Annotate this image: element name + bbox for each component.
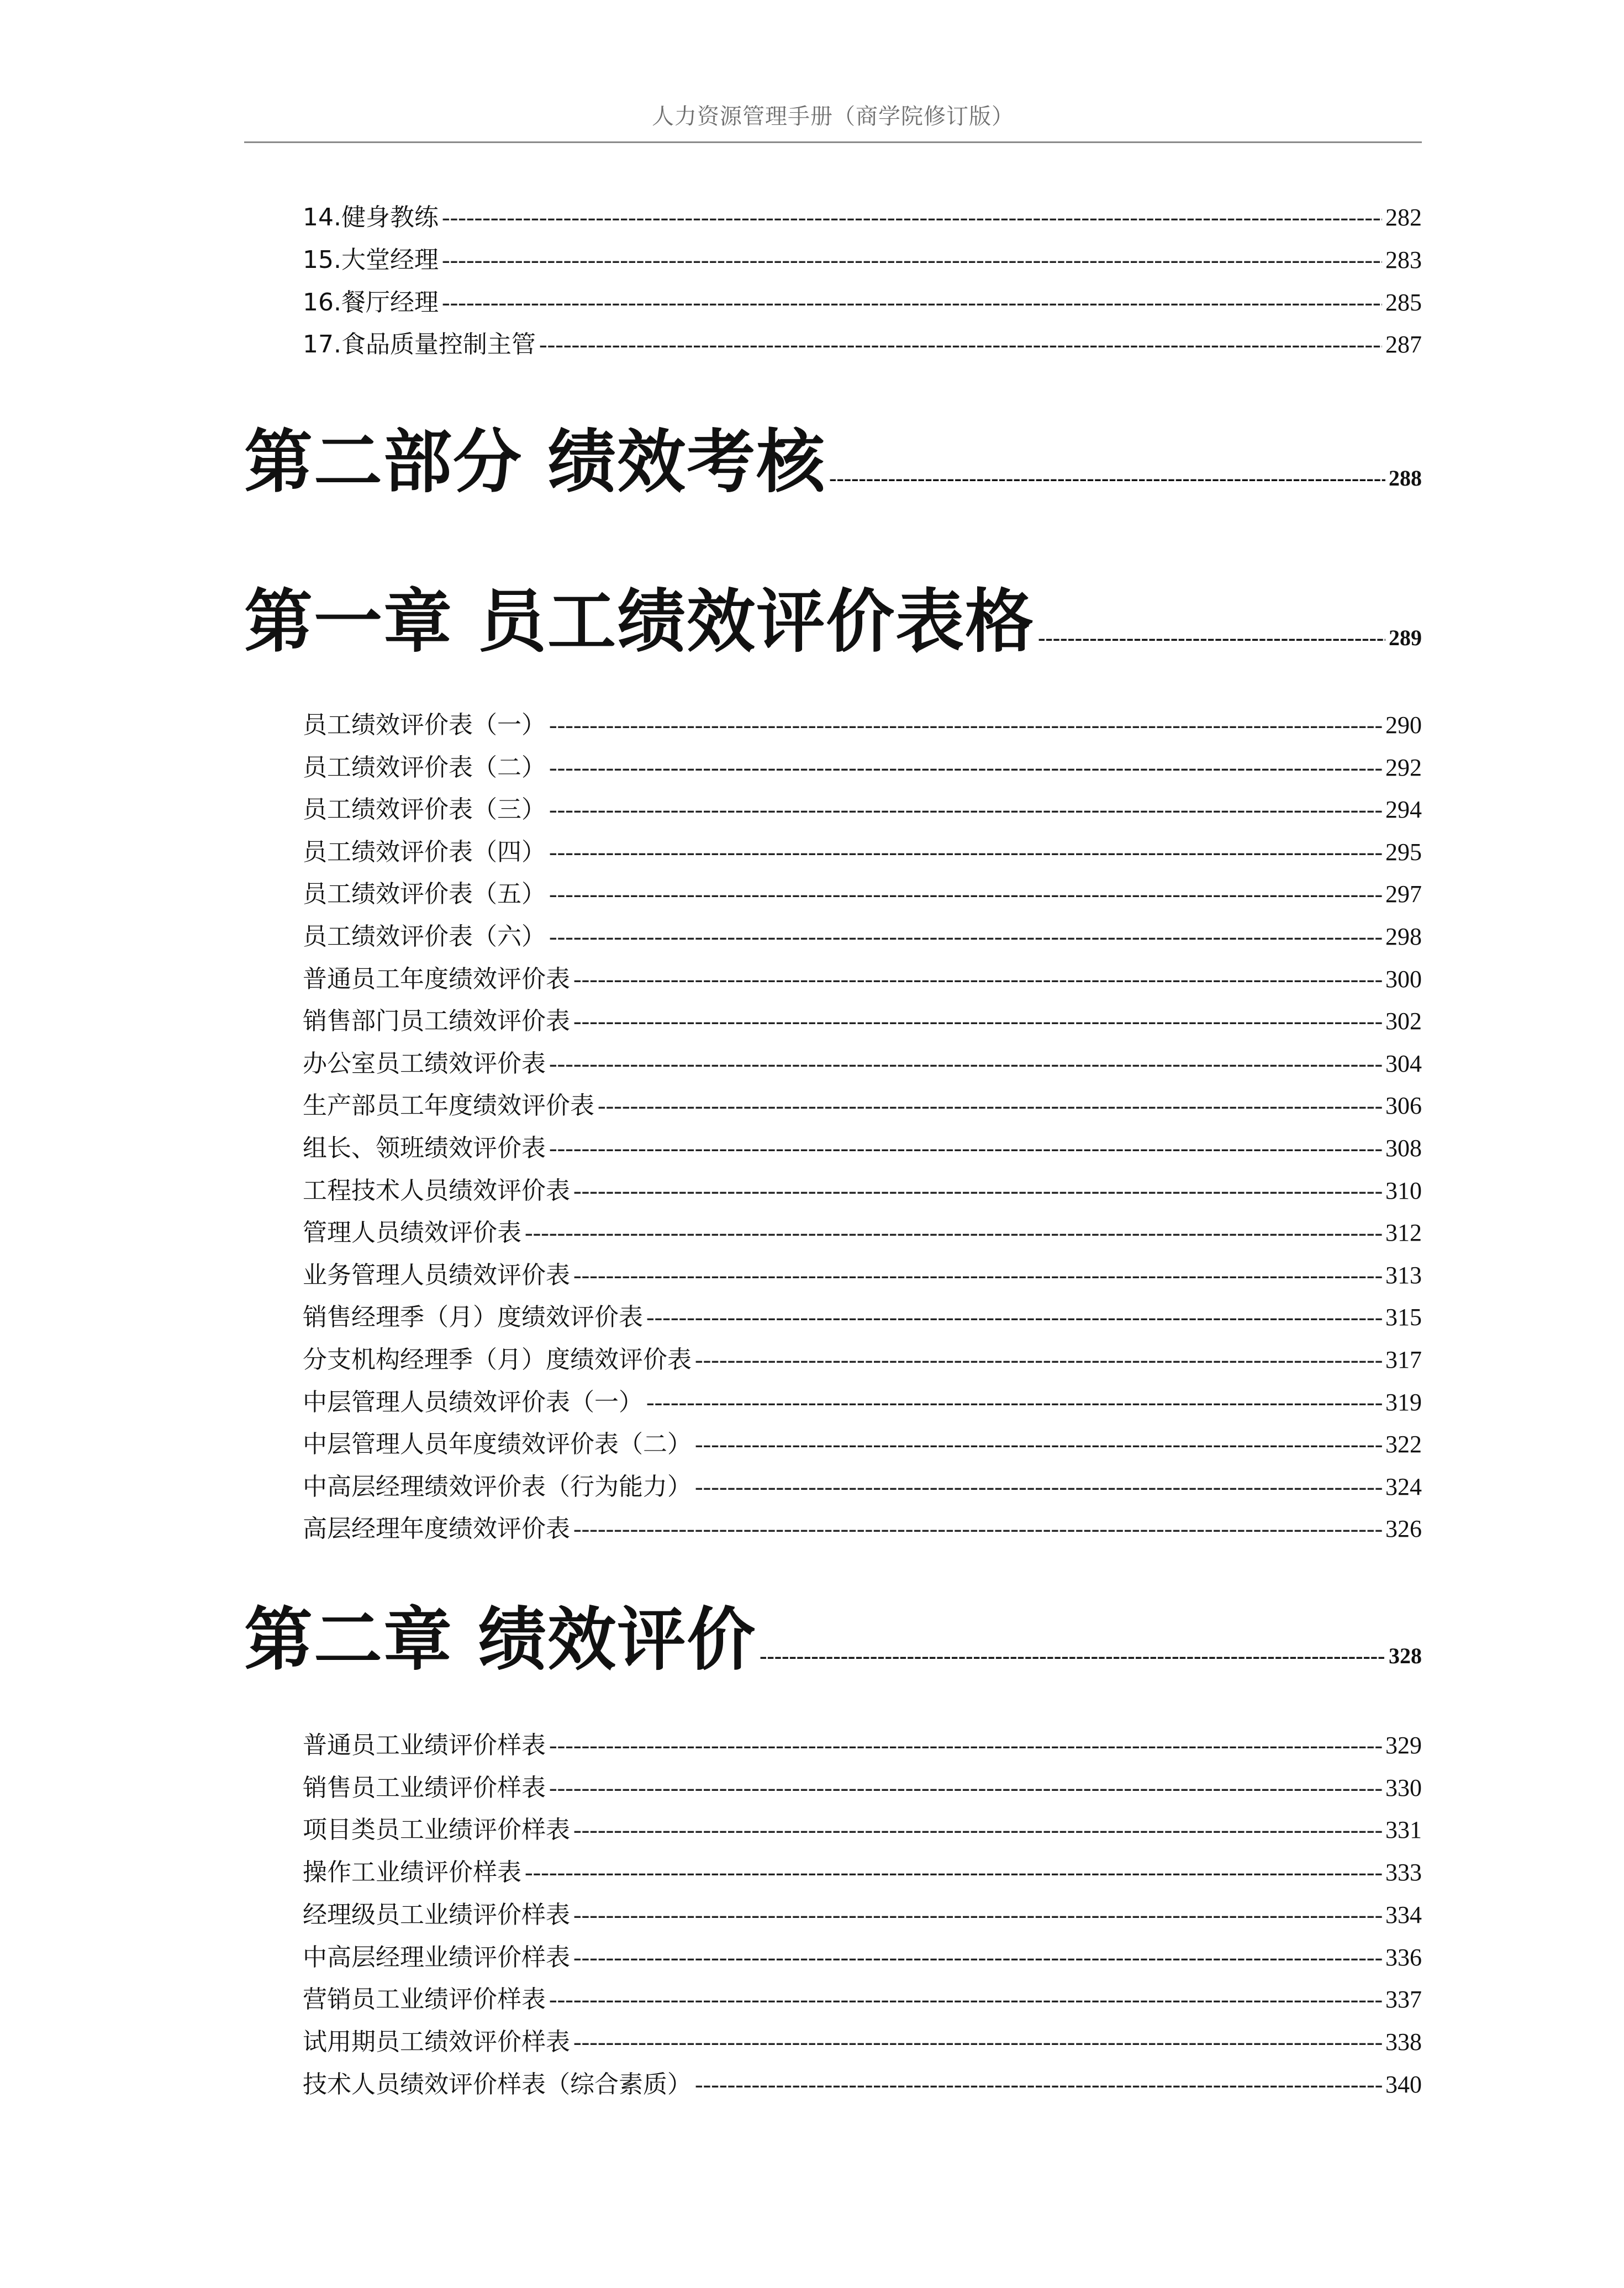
toc-entry[interactable] (303, 2026, 1422, 2059)
toc-entry[interactable] (303, 1813, 1422, 1847)
toc-entry-label: 中层管理人员年度绩效评价表（二） (303, 1430, 692, 1459)
dot-leader (598, 1089, 1382, 1122)
toc-entry[interactable] (303, 1772, 1422, 1805)
toc-entry-label: 工程技术人员绩效评价表 (303, 1176, 570, 1205)
toc-entry-label: 营销员工业绩评价样表 (303, 1985, 546, 2014)
toc-entry-label: 技术人员绩效评价样表（综合素质） (303, 2070, 692, 2099)
part-page: 288 (1389, 466, 1422, 491)
toc-entry-label: 组长、领班绩效评价表 (303, 1134, 546, 1162)
toc-entry-label: 员工绩效评价表（一） (303, 711, 546, 739)
toc-entry-label: 项目类员工业绩评价样表 (303, 1816, 570, 1844)
dot-leader (549, 1132, 1382, 1165)
toc-entry[interactable] (303, 1259, 1422, 1292)
dot-leader (573, 1259, 1382, 1292)
dot-leader (695, 2068, 1382, 2101)
toc-entry-page: 298 (1385, 923, 1422, 950)
dot-leader (549, 1983, 1382, 2016)
toc-entry-label: 14.健身教练 (303, 203, 439, 231)
toc-entry-label: 员工绩效评价表（六） (303, 922, 546, 951)
toc-entry[interactable] (303, 1005, 1422, 1038)
dot-leader (539, 328, 1382, 361)
toc-entry[interactable] (303, 793, 1422, 826)
toc-entry-label: 员工绩效评价表（三） (303, 795, 546, 824)
toc-entry-page: 313 (1385, 1261, 1422, 1289)
toc-entry[interactable] (303, 1132, 1422, 1165)
toc-entry-label: 操作工业绩评价样表 (303, 1858, 521, 1887)
toc-entry-page: 300 (1385, 965, 1422, 993)
toc-part-heading[interactable] (244, 421, 1422, 504)
chapter-title: 第二章 绩效评价 (244, 1600, 757, 1680)
dot-leader (442, 244, 1382, 277)
toc-entry[interactable] (303, 1047, 1422, 1080)
toc-entry-page: 322 (1385, 1431, 1422, 1458)
toc-entry-label: 销售员工业绩评价样表 (303, 1773, 546, 1802)
toc-entry-page: 282 (1385, 204, 1422, 231)
dot-leader (549, 1047, 1382, 1080)
toc-entry[interactable] (303, 1386, 1422, 1419)
toc-entry-label: 管理人员绩效评价表 (303, 1219, 521, 1247)
toc-entry-page: 317 (1385, 1346, 1422, 1373)
toc-entry-page: 319 (1385, 1388, 1422, 1416)
toc-entry[interactable] (303, 1216, 1422, 1250)
toc-entry[interactable] (303, 1174, 1422, 1208)
dot-leader (549, 1729, 1382, 1762)
dot-leader (573, 1899, 1382, 1932)
part-title: 第二部分 绩效考核 (244, 423, 826, 502)
toc-chapter-heading[interactable] (244, 581, 1422, 663)
dot-leader (549, 920, 1382, 953)
toc-entry-label: 中高层经理业绩评价样表 (303, 1943, 570, 1971)
toc-entry-page: 340 (1385, 2070, 1422, 2098)
dot-leader (549, 836, 1382, 869)
toc-entry[interactable] (303, 286, 1422, 319)
dot-leader (573, 1005, 1382, 1038)
toc-entry-page: 285 (1385, 289, 1422, 316)
toc-entry-label: 员工绩效评价表（二） (303, 753, 546, 782)
dot-leader (1038, 625, 1385, 651)
dot-leader (573, 1174, 1382, 1208)
toc-entry[interactable] (303, 328, 1422, 361)
toc-entry-label: 17.食品质量控制主管 (303, 330, 536, 359)
dot-leader (525, 1216, 1382, 1250)
toc-entry-page: 290 (1385, 711, 1422, 739)
toc-entry-page: 308 (1385, 1135, 1422, 1162)
toc-entry-page: 333 (1385, 1859, 1422, 1886)
toc-entry-label: 员工绩效评价表（五） (303, 880, 546, 909)
dot-leader (573, 963, 1382, 996)
toc-entry-label: 经理级员工业绩评价样表 (303, 1900, 570, 1929)
toc-entry-label: 试用期员工绩效评价样表 (303, 2027, 570, 2056)
toc-entry-label: 普通员工年度绩效评价表 (303, 964, 570, 993)
toc-entry-page: 338 (1385, 2028, 1422, 2055)
chapter-title: 第一章 员工绩效评价表格 (244, 582, 1035, 662)
dot-leader (695, 1428, 1382, 1461)
toc-entry-label: 销售经理季（月）度绩效评价表 (303, 1303, 643, 1332)
dot-leader (549, 751, 1382, 784)
header-title: 人力资源管理手册（商学院修订版） (652, 104, 1014, 129)
toc-entry-page: 283 (1385, 246, 1422, 273)
toc-entry-page: 304 (1385, 1050, 1422, 1077)
toc-entry-page: 297 (1385, 881, 1422, 908)
toc-entry-page: 324 (1385, 1473, 1422, 1500)
toc-entry-label: 员工绩效评价表（四） (303, 837, 546, 866)
toc-entry-label: 中层管理人员绩效评价表（一） (303, 1388, 643, 1416)
toc-entry-page: 302 (1385, 1008, 1422, 1035)
toc-entry[interactable] (303, 963, 1422, 996)
toc-entry[interactable] (303, 1512, 1422, 1546)
toc-entry-label: 业务管理人员绩效评价表 (303, 1261, 570, 1289)
toc-entry[interactable] (303, 878, 1422, 911)
toc-entry[interactable] (303, 244, 1422, 277)
toc-entry[interactable] (303, 920, 1422, 953)
toc-entry-page: 337 (1385, 1986, 1422, 2013)
dot-leader (549, 793, 1382, 826)
chapter-page: 289 (1389, 625, 1422, 650)
toc-entry-page: 306 (1385, 1092, 1422, 1120)
dot-leader (829, 465, 1385, 491)
dot-leader (573, 2026, 1382, 2059)
dot-leader (646, 1386, 1382, 1419)
toc-entry[interactable] (303, 709, 1422, 742)
toc-entry-page: 312 (1385, 1219, 1422, 1247)
toc-entry-label: 销售部门员工绩效评价表 (303, 1007, 570, 1036)
dot-leader (573, 1512, 1382, 1546)
toc-entry[interactable] (303, 1301, 1422, 1334)
page-header (244, 103, 1422, 143)
toc-entry[interactable] (303, 836, 1422, 869)
toc-entry-page: 334 (1385, 1901, 1422, 1928)
toc-entry-page: 294 (1385, 796, 1422, 824)
toc-entry-label: 15.大堂经理 (303, 246, 439, 274)
dot-leader (549, 878, 1382, 911)
dot-leader (442, 286, 1382, 319)
toc-entry[interactable] (303, 1899, 1422, 1932)
toc-chapter-heading[interactable] (244, 1599, 1422, 1681)
toc-entry[interactable] (303, 1089, 1422, 1122)
dot-leader (760, 1643, 1385, 1669)
dot-leader (549, 709, 1382, 742)
toc-entry-label: 普通员工业绩评价样表 (303, 1731, 546, 1759)
dot-leader (442, 201, 1382, 234)
toc-entry[interactable] (303, 1343, 1422, 1377)
dot-leader (646, 1301, 1382, 1334)
toc-entry[interactable] (303, 1941, 1422, 1974)
toc-entry-page: 292 (1385, 753, 1422, 781)
toc-entry-label: 中高层经理绩效评价表（行为能力） (303, 1472, 692, 1501)
toc-entry-page: 287 (1385, 331, 1422, 358)
toc-entry-label: 分支机构经理季（月）度绩效评价表 (303, 1346, 692, 1374)
toc-entry-label: 高层经理年度绩效评价表 (303, 1515, 570, 1543)
dot-leader (525, 1856, 1382, 1889)
toc-entry-page: 329 (1385, 1732, 1422, 1759)
toc-entry[interactable] (303, 751, 1422, 784)
dot-leader (695, 1470, 1382, 1504)
dot-leader (573, 1813, 1382, 1847)
toc-entry-page: 310 (1385, 1177, 1422, 1204)
dot-leader (549, 1772, 1382, 1805)
toc-entry[interactable] (303, 1983, 1422, 2016)
toc-entry-page: 326 (1385, 1515, 1422, 1543)
chapter-page: 328 (1389, 1643, 1422, 1668)
toc-entry-page: 336 (1385, 1943, 1422, 1971)
toc-entry-page: 315 (1385, 1304, 1422, 1331)
dot-leader (573, 1941, 1382, 1974)
toc-entry-page: 330 (1385, 1774, 1422, 1801)
toc-entry[interactable] (303, 1729, 1422, 1762)
toc-entry[interactable] (303, 2068, 1422, 2101)
dot-leader (695, 1343, 1382, 1377)
toc-entry[interactable] (303, 1428, 1422, 1461)
toc-entry[interactable] (303, 201, 1422, 234)
toc-entry-page: 295 (1385, 838, 1422, 866)
toc-entry-label: 16.餐厅经理 (303, 288, 439, 317)
toc-entry-page: 331 (1385, 1816, 1422, 1844)
toc-entry[interactable] (303, 1470, 1422, 1504)
toc-entry[interactable] (303, 1856, 1422, 1889)
toc-entry-label: 生产部员工年度绩效评价表 (303, 1092, 594, 1120)
toc-entry-label: 办公室员工绩效评价表 (303, 1049, 546, 1078)
